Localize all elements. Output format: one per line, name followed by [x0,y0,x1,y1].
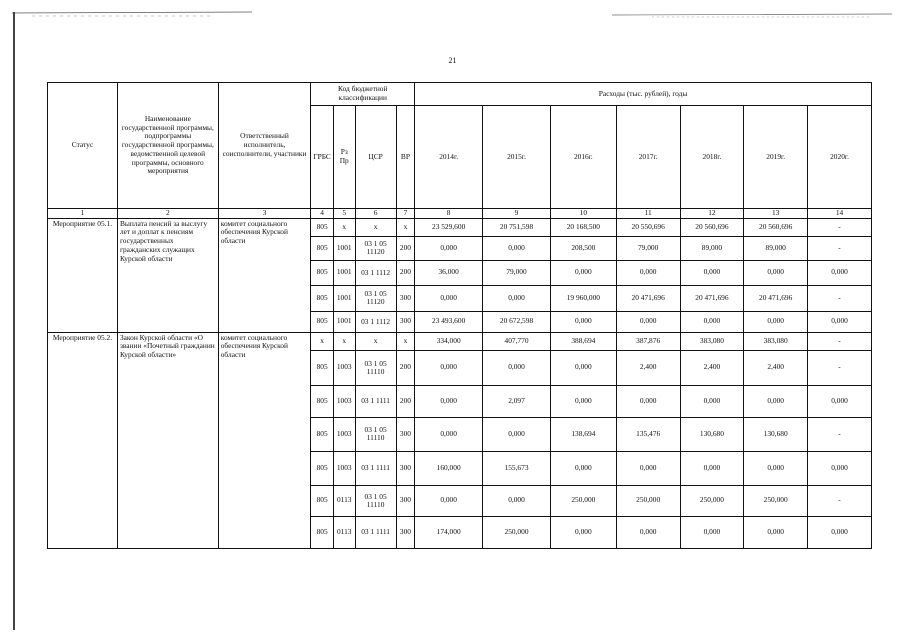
header-rzpr: Рз Пр [333,106,355,209]
expense-value-cell: 0,000 [415,385,483,417]
expense-value-cell: 208,500 [550,236,616,260]
table-body [48,218,872,548]
expense-value-cell: 250,000 [616,485,680,516]
header-status: Статус [48,83,118,209]
vr-cell: 200 [396,236,415,260]
page-number: 21 [448,56,457,65]
column-number: 2 [117,209,218,219]
expense-value-cell: 0,000 [808,260,872,285]
expense-value-cell: 387,876 [616,332,680,350]
expense-value-cell: 20 560,696 [744,218,808,236]
header-year: 2020г. [808,106,872,209]
header-budget-code: Код бюджетной классификации [311,83,415,106]
vr-cell: 300 [396,417,415,451]
expense-value-cell: 20 550,696 [616,218,680,236]
page-edge-line [13,12,15,630]
csr-cell: 03 1 1111 [355,516,396,548]
status-cell: Мероприятие 05.1. [48,218,118,332]
expense-value-cell: 383,080 [680,332,744,350]
expense-value-cell: 0,000 [808,451,872,485]
grbs-cell: 805 [311,285,334,311]
grbs-cell: 805 [311,485,334,516]
column-number: 14 [808,209,872,219]
expense-value-cell: - [808,417,872,451]
expense-value-cell: - [808,332,872,350]
rzpr-cell: 0113 [333,485,355,516]
expense-value-cell: 20 560,696 [680,218,744,236]
program-name-cell: Закон Курской области «О звании «Почетный гражданин Курской области» [117,332,218,548]
expense-value-cell: - [808,485,872,516]
header-year: 2017г. [616,106,680,209]
expense-value-cell: 0,000 [550,451,616,485]
expense-value-cell: 0,000 [483,350,551,385]
expense-value-cell: 20 471,696 [744,285,808,311]
table-row [48,332,872,350]
vr-cell: 300 [396,285,415,311]
expense-value-cell: 135,476 [616,417,680,451]
column-number: 12 [680,209,744,219]
rzpr-cell: x [333,332,355,350]
expense-value-cell: 130,680 [744,417,808,451]
expense-value-cell: - [808,218,872,236]
column-number-row [48,209,872,219]
grbs-cell: 805 [311,260,334,285]
header-year: 2015г. [483,106,551,209]
expense-value-cell: 138,694 [550,417,616,451]
expense-value-cell: 0,000 [744,385,808,417]
expense-value-cell: 174,000 [415,516,483,548]
expense-value-cell: 0,000 [550,385,616,417]
expense-value-cell: 36,000 [415,260,483,285]
expense-value-cell: 0,000 [550,516,616,548]
column-number: 7 [396,209,415,219]
executor-cell: комитет социального обеспечения Курской области [218,218,311,332]
rzpr-cell: 1001 [333,236,355,260]
rzpr-cell: 1001 [333,311,355,332]
expense-value-cell: 19 960,000 [550,285,616,311]
csr-cell: 03 1 05 11110 [355,485,396,516]
expense-value-cell: 0,000 [744,516,808,548]
column-number: 6 [355,209,396,219]
expense-value-cell: 0,000 [616,385,680,417]
expense-value-cell: 79,000 [616,236,680,260]
expense-value-cell: 0,000 [415,236,483,260]
expense-value-cell: 250,000 [483,516,551,548]
expense-value-cell: 334,000 [415,332,483,350]
column-number: 1 [48,209,118,219]
expense-value-cell: 0,000 [680,260,744,285]
csr-cell: 03 1 1112 [355,260,396,285]
expense-value-cell: 0,000 [483,417,551,451]
vr-cell: x [396,218,415,236]
expense-value-cell: 0,000 [415,485,483,516]
grbs-cell: 805 [311,417,334,451]
status-cell: Мероприятие 05.2. [48,332,118,548]
expense-value-cell: 0,000 [680,516,744,548]
program-name-cell: Выплата пенсий за выслугу лет и доплат к пенсиям государственных гражданских служащих Курской области [117,218,218,332]
header-year: 2018г. [680,106,744,209]
expense-value-cell: - [808,350,872,385]
csr-cell: x [355,218,396,236]
expense-value-cell: 0,000 [616,260,680,285]
expense-value-cell: 0,000 [808,385,872,417]
header-vr: ВР [396,106,415,209]
expense-value-cell: 0,000 [744,311,808,332]
expense-value-cell: 2,097 [483,385,551,417]
expense-value-cell: 0,000 [616,311,680,332]
rzpr-cell: 1003 [333,451,355,485]
rzpr-cell: 1001 [333,260,355,285]
csr-cell: x [355,332,396,350]
scan-artifact-lines [12,9,892,19]
expense-value-cell: 0,000 [550,311,616,332]
header-year: 2019г. [744,106,808,209]
expense-value-cell: 23 493,600 [415,311,483,332]
expense-value-cell: - [808,285,872,311]
csr-cell: 03 1 1111 [355,451,396,485]
csr-cell: 03 1 05 11110 [355,417,396,451]
expense-value-cell: 130,680 [680,417,744,451]
expense-value-cell: 0,000 [483,236,551,260]
expense-value-cell: 388,694 [550,332,616,350]
vr-cell: 300 [396,516,415,548]
expense-value-cell: 2,400 [616,350,680,385]
expense-value-cell: 0,000 [483,285,551,311]
expense-value-cell: 79,000 [483,260,551,285]
vr-cell: x [396,332,415,350]
expense-value-cell: 155,673 [483,451,551,485]
expense-value-cell: 0,000 [680,385,744,417]
header-expenses: Расходы (тыс. рублей), годы [415,83,872,106]
expense-value-cell: 20 672,598 [483,311,551,332]
grbs-cell: 805 [311,236,334,260]
header-grbs: ГРБС [311,106,334,209]
expense-value-cell: 0,000 [415,350,483,385]
expense-value-cell: 0,000 [616,451,680,485]
rzpr-cell: x [333,218,355,236]
rzpr-cell: 1003 [333,417,355,451]
grbs-cell: 805 [311,385,334,417]
expense-value-cell: 20 751,598 [483,218,551,236]
vr-cell: 300 [396,451,415,485]
csr-cell: 03 1 05 11110 [355,350,396,385]
expense-value-cell: 0,000 [616,516,680,548]
expense-value-cell: 407,770 [483,332,551,350]
header-year: 2016г. [550,106,616,209]
expense-value-cell: 23 529,600 [415,218,483,236]
executor-cell: комитет социального обеспечения Курской области [218,332,311,548]
column-number: 4 [311,209,334,219]
header-csr: ЦСР [355,106,396,209]
grbs-cell: 805 [311,516,334,548]
expense-value-cell: 0,000 [744,260,808,285]
expense-value-cell: 0,000 [808,311,872,332]
expense-value-cell: 0,000 [550,350,616,385]
header-executor: Ответственный исполнитель, соисполнители, участники [218,83,311,209]
budget-table [47,82,872,549]
header-program-name: Наименование государственной программы, подпрограммы государственной программы, ведомственной целевой программы, основного мероприятия [117,83,218,209]
expense-value-cell: 0,000 [808,516,872,548]
expense-value-cell: 0,000 [680,451,744,485]
column-number: 10 [550,209,616,219]
expense-value-cell: 250,000 [744,485,808,516]
grbs-cell: 805 [311,451,334,485]
column-number: 8 [415,209,483,219]
header-year: 2014г. [415,106,483,209]
vr-cell: 200 [396,350,415,385]
expense-value-cell: 89,000 [744,236,808,260]
expense-value-cell: 89,000 [680,236,744,260]
rzpr-cell: 1003 [333,350,355,385]
expense-value-cell: 20 471,696 [680,285,744,311]
rzpr-cell: 1003 [333,385,355,417]
rzpr-cell: 0113 [333,516,355,548]
expense-value-cell: 0,000 [483,485,551,516]
expense-value-cell: 250,000 [680,485,744,516]
vr-cell: 300 [396,485,415,516]
expense-value-cell: 0,000 [415,285,483,311]
expense-value-cell: 0,000 [744,451,808,485]
expense-value-cell: 20 471,696 [616,285,680,311]
expense-value-cell: 383,080 [744,332,808,350]
vr-cell: 200 [396,385,415,417]
grbs-cell: 805 [311,218,334,236]
column-number: 5 [333,209,355,219]
expense-value-cell: 0,000 [680,311,744,332]
csr-cell: 03 1 05 11120 [355,285,396,311]
csr-cell: 03 1 05 11120 [355,236,396,260]
column-number: 3 [218,209,311,219]
column-number: 13 [744,209,808,219]
expense-value-cell: 250,000 [550,485,616,516]
expense-value-cell: 20 168,500 [550,218,616,236]
column-number: 9 [483,209,551,219]
vr-cell: 200 [396,260,415,285]
grbs-cell: x [311,332,334,350]
rzpr-cell: 1001 [333,285,355,311]
vr-cell: 300 [396,311,415,332]
expense-value-cell: 2,400 [680,350,744,385]
expense-value-cell: 160,000 [415,451,483,485]
expense-value-cell: 0,000 [550,260,616,285]
grbs-cell: 805 [311,311,334,332]
csr-cell: 03 1 1111 [355,385,396,417]
grbs-cell: 805 [311,350,334,385]
column-number: 11 [616,209,680,219]
csr-cell: 03 1 1112 [355,311,396,332]
expense-value-cell: 2,400 [744,350,808,385]
expense-value-cell: - [808,236,872,260]
expense-value-cell: 0,000 [415,417,483,451]
table-row [48,218,872,236]
